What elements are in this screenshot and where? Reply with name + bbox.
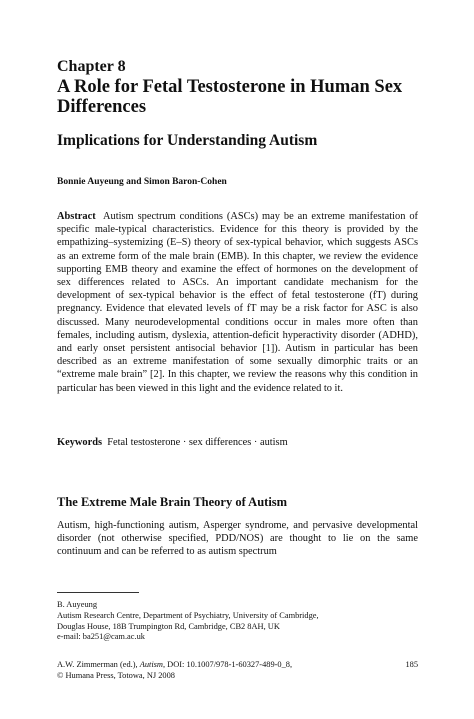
footnote-address: Douglas House, 18B Trumpington Rd, Cambridge, CB2 8AH, UK: [57, 621, 280, 631]
authors: Bonnie Auyeung and Simon Baron-Cohen: [57, 177, 227, 187]
abstract-label: Abstract: [57, 211, 96, 222]
page-number: 185: [405, 660, 418, 669]
footnote-author-name: B. Auyeung: [57, 600, 98, 609]
footnote-affiliation: Autism Research Centre, Department of Psychiatry, University of Cambridge,: [57, 610, 319, 620]
footer-citation: [57, 660, 418, 671]
keywords: [57, 436, 418, 449]
footer-copyright: © Humana Press, Totowa, NJ 2008: [57, 670, 175, 680]
abstract-text: Autism spectrum conditions (ASCs) may be an extreme manifestation of specific male-typical characteristics. Evidence for this theory is provided by the empathizing–systemizing (E–S) theory of sex-typical behavior, which suggests ASCs as an extreme form of the male brain (EMB). In this chapter, we review the evidence supporting EMB theory and examine the effect of hormones on the development of sex differences related to ASCs. An important candidate mechanism for the development of sex-typical behavior is the effect of fetal testosterone (fT) during pregnancy. Evidence that elevated levels of fT may be a risk factor for ASC is also discussed. Many neurodevelopmental conditions occur in males more often than females, including autism, dyslexia, attention-deficit hyperactivity disorder (ADHD), and early onset persistent antisocial behavior [1]). Autism in particular has been described as an extreme manifestation of some sexually dimorphic traits or an “extreme male brain” [2]. In this chapter, we review the reasons why this condition in particular has been viewed in this light and the evidence related to it.: [57, 211, 418, 394]
section-heading: The Extreme Male Brain Theory of Autism: [57, 495, 288, 509]
abstract: [57, 210, 418, 395]
chapter-title: A Role for Fetal Testosterone in Human Sex Differences: [57, 77, 403, 117]
author-footnote: [57, 600, 418, 643]
footnote-divider: [57, 592, 139, 593]
footnote-email: e-mail: ba251@cam.ac.uk: [57, 632, 145, 642]
chapter-subtitle: Implications for Understanding Autism: [57, 132, 318, 149]
footer-citation-suffix: , DOI: 10.1007/978-1-60327-489-0_8,: [162, 660, 293, 669]
keywords-label: Keywords: [57, 437, 103, 448]
page-footer: [57, 660, 418, 682]
footer-citation-prefix: A.W. Zimmerman (ed.),: [57, 660, 140, 669]
footer-book-title: Autism: [139, 660, 163, 669]
chapter-label: Chapter 8: [57, 58, 126, 75]
keywords-text: Fetal testosterone · sex differences · autism: [107, 437, 288, 448]
section-body-text: Autism, high-functioning autism, Asperger syndrome, and pervasive developmental disorder (not otherwise specified, PDD/NOS) are thought to lie on the same continuum and can be referred to as autism spectrum: [57, 520, 418, 558]
